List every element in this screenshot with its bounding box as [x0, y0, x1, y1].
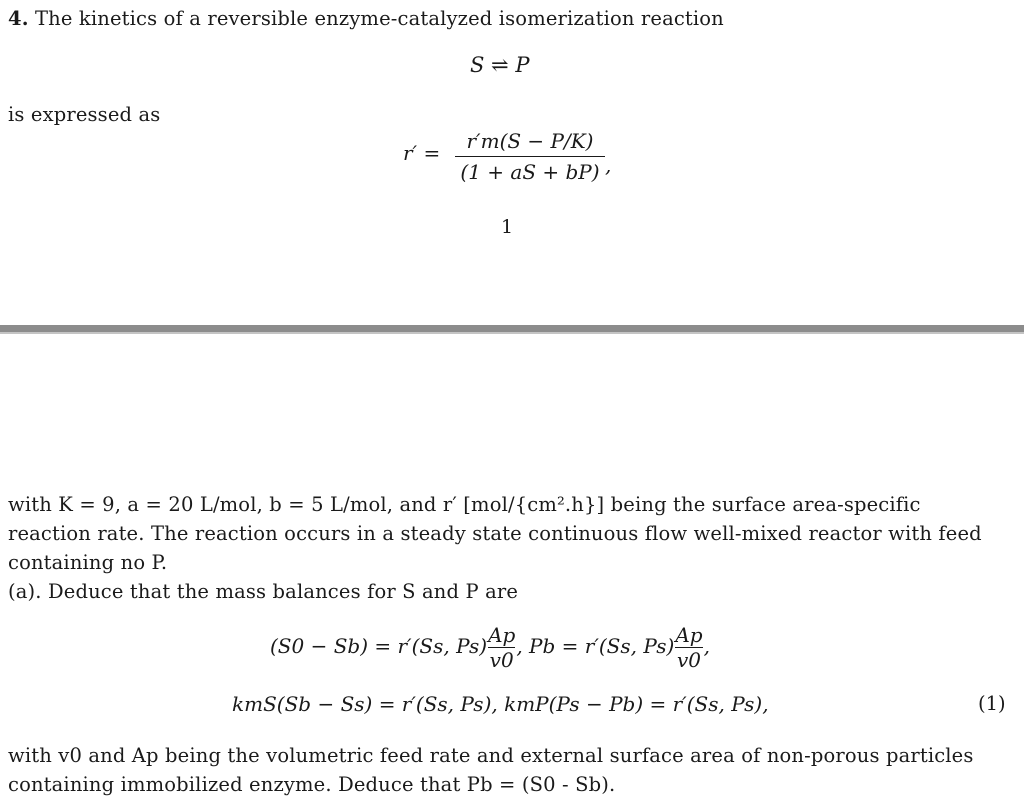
- page-number: 1: [501, 216, 514, 238]
- problem-intro: The kinetics of a reversible enzyme-catalyzed isomerization reaction: [28, 7, 724, 30]
- problem-number: 4.: [8, 7, 29, 30]
- rate-equation-comma: ,: [605, 153, 612, 177]
- fraction-denominator: v0: [489, 648, 514, 673]
- area-over-flow-fraction: [488, 624, 515, 671]
- fraction-numerator: Ap: [675, 623, 703, 647]
- rate-equation-lhs: r′ =: [403, 141, 441, 165]
- page-divider: [0, 323, 1024, 337]
- page-divider-light: [0, 332, 1024, 334]
- rate-equation: [403, 128, 633, 188]
- fraction-bar: [455, 156, 605, 157]
- rate-equation-numerator: r′m(S − P/K): [466, 129, 594, 153]
- mass-balance-row-1: [270, 624, 750, 684]
- rate-equation-denominator: (1 + aS + bP): [460, 160, 600, 185]
- expressed-as-text: is expressed as: [8, 103, 161, 126]
- problem-heading: [8, 7, 724, 30]
- paragraph-line: containing immobilized enzyme. Deduce that Pb = (S0 - Sb).: [8, 773, 616, 796]
- mass-balance-row-2: kmS(Sb − Ss) = r′(Ss, Ps), kmP(Ps − Pb) = r′(Ss, Ps),: [232, 692, 769, 716]
- paragraph-line: with v0 and Ap being the volumetric feed rate and external surface area of non-porous particles: [8, 744, 974, 767]
- paragraph-line: reaction rate. The reaction occurs in a steady state continuous flow well-mixed reactor with feed: [8, 522, 982, 545]
- area-over-flow-fraction: [675, 624, 702, 671]
- row-end-comma: ,: [703, 634, 710, 659]
- paragraph-line: containing no P.: [8, 551, 168, 574]
- part-a-prompt: (a). Deduce that the mass balances for S and P are: [8, 580, 519, 603]
- mass-balance-p-term: , Pb = r′(Ss, Ps): [516, 634, 675, 659]
- rate-equation-fraction: [455, 128, 605, 185]
- page-divider-dark: [0, 325, 1024, 332]
- mass-balance-s-term: (S0 − Sb) = r′(Ss, Ps): [270, 634, 488, 659]
- reaction-equation: S ⇌ P: [470, 53, 530, 77]
- equation-number: (1): [978, 692, 1006, 715]
- paragraph-line: with K = 9, a = 20 L/mol, b = 5 L/mol, and r′ [mol/{cm².h}] being the surface area-specific: [8, 493, 921, 516]
- fraction-denominator: v0: [676, 648, 701, 673]
- fraction-numerator: Ap: [488, 623, 516, 647]
